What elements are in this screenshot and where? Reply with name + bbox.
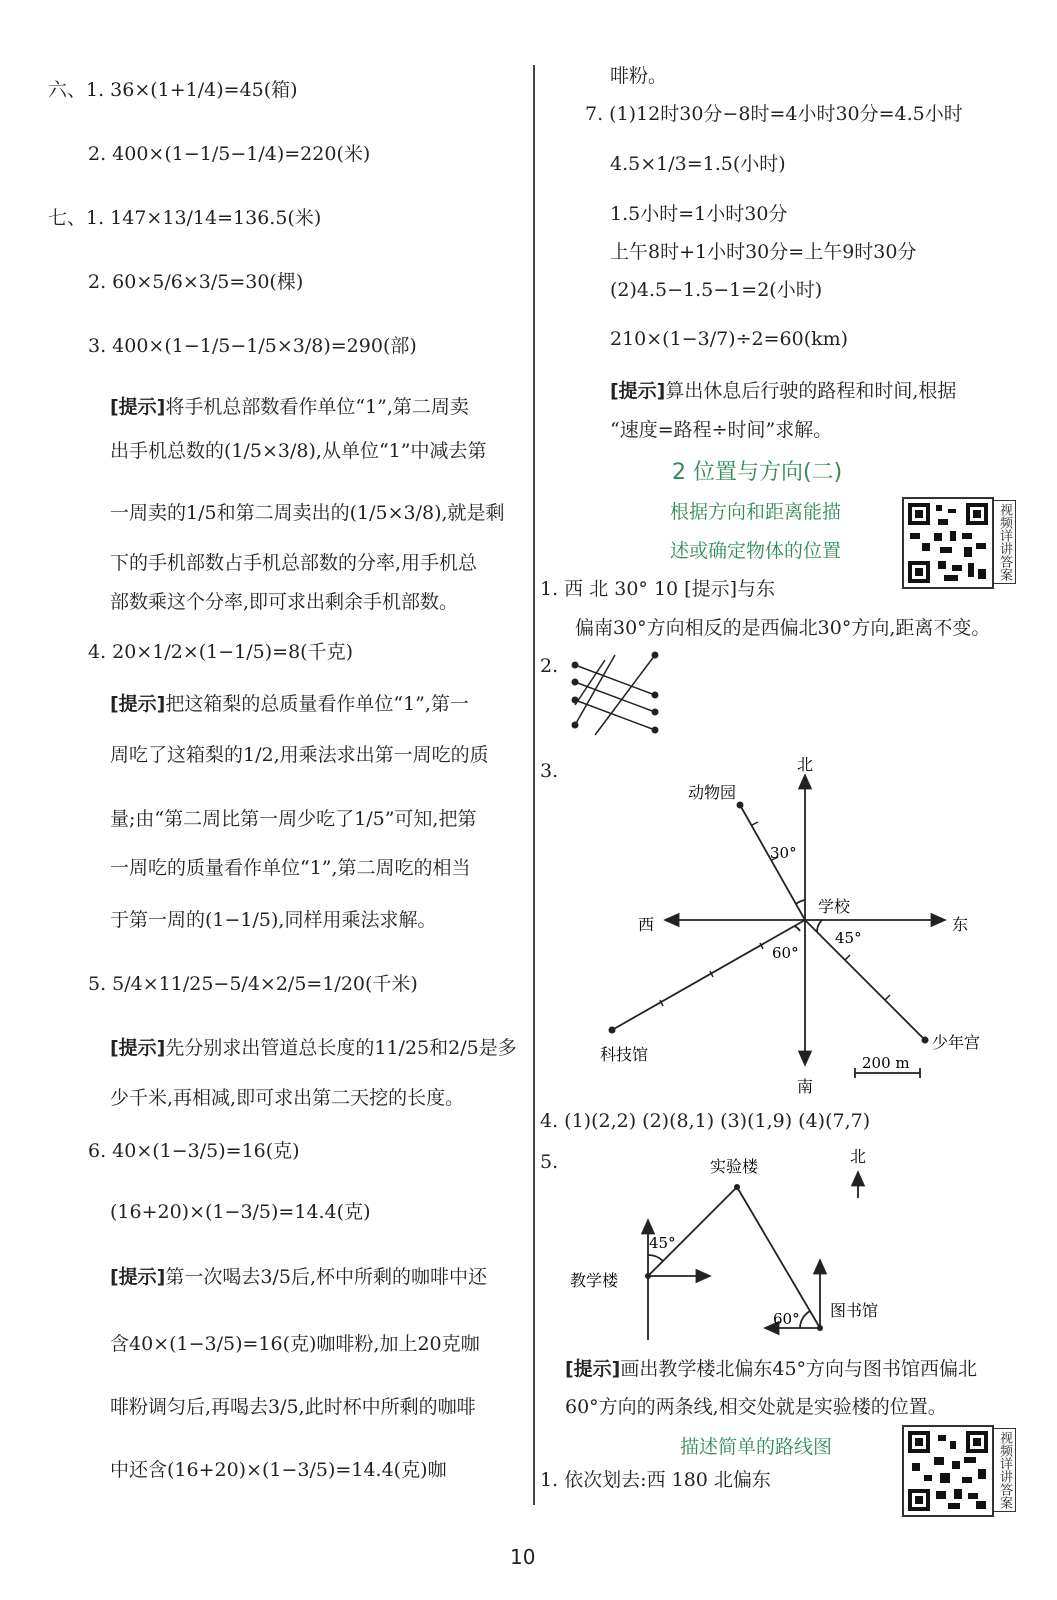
library-label: 图书馆: [830, 1301, 879, 1320]
qr-label-2: 视频详讲答案: [993, 1428, 1016, 1512]
hint-2-5-line2: 60°方向的两条线,相交处就是实验楼的位置。: [565, 1396, 947, 1418]
answer-6-1: 六、1. 36×(1+1/4)=45(箱): [48, 79, 298, 101]
answer-2-5-label: 5.: [540, 1151, 559, 1173]
answer-7-6-line2: (16+20)×(1−3/5)=14.4(克): [110, 1201, 371, 1223]
answer-2-4: 4. (1)(2,2) (2)(8,1) (3)(1,9) (4)(7,7): [540, 1110, 871, 1132]
hint-7-3-line3: 一周卖的1/5和第二周卖出的(1/5×3/8),就是剩: [110, 502, 505, 524]
qr-code-icon[interactable]: [902, 497, 994, 589]
answer-7-7-line3: 1.5小时=1小时30分: [610, 203, 788, 225]
answer-7-7-line6: 210×(1−3/7)÷2=60(km): [610, 328, 849, 350]
answer-7-7-line4: 上午8时+1小时30分=上午9时30分: [610, 241, 917, 263]
north-label: 北: [797, 755, 814, 774]
school-label: 学校: [818, 897, 851, 916]
answer-2-1-line1: 1. 西 北 30° 10 [提示]与东: [540, 578, 776, 600]
answer-7-7-line1: 7. (1)12时30分−8时=4小时30分=4.5小时: [585, 103, 963, 125]
qr-label: 视频详讲答案: [993, 500, 1016, 584]
hint-7-4-line2: 周吃了这箱梨的1/2,用乘法求出第一周吃的质: [110, 744, 489, 766]
hint-7-3-line2: 出手机总数的(1/5×3/8),从单位“1”中减去第: [110, 440, 487, 462]
angle-60-label: 60°: [772, 944, 799, 962]
hint-7-4-line4: 一周吃的质量看作单位“1”,第二周吃的相当: [110, 857, 471, 879]
answer-7-4: 4. 20×1/2×(1−1/5)=8(千克): [88, 641, 354, 663]
teaching-building-label: 教学楼: [570, 1271, 619, 1290]
answer-2-1-line2: 偏南30°方向相反的是西偏北30°方向,距离不变。: [575, 617, 991, 639]
hint-7-4-line5: 于第一周的(1−1/5),同样用乘法求解。: [110, 909, 437, 931]
hint-7-5-line2: 少千米,再相减,即可求出第二天挖的长度。: [110, 1087, 465, 1109]
answer-route-1: 1. 依次划去:西 180 北偏东: [540, 1469, 771, 1491]
south-label: 南: [797, 1077, 814, 1096]
subsection-title-2: 描述简单的路线图: [680, 1436, 833, 1458]
zoo-label: 动物园: [688, 783, 737, 802]
east-label: 东: [952, 915, 969, 934]
qr-code-icon-2[interactable]: [902, 1425, 994, 1517]
section-title: 2 位置与方向(二): [672, 460, 843, 485]
hint-7-3-line4: 下的手机部数占手机总部数的分率,用手机总: [110, 552, 478, 574]
hint-7-7-line2: “速度=路程÷时间”求解。: [610, 419, 833, 441]
location-diagram: [560, 1140, 920, 1345]
answer-6-2: 2. 400×(1−1/5−1/4)=220(米): [88, 143, 371, 165]
tech-museum-label: 科技馆: [600, 1045, 649, 1064]
answer-7-5: 5. 5/4×11/25−5/4×2/5=1/20(千米): [88, 973, 418, 995]
scale-label: 200 m: [862, 1054, 910, 1072]
answer-7-6-line1: 6. 40×(1−3/5)=16(克): [88, 1140, 300, 1162]
hint-7-4-line3: 量;由“第二周比第一周少吃了1/5”可知,把第: [110, 808, 477, 830]
hint-7-3-line1: [提示]将手机总部数看作单位“1”,第二周卖: [110, 396, 469, 418]
hint-2-5-line1: [提示]画出教学楼北偏东45°方向与图书馆西偏北: [565, 1358, 978, 1380]
angle-30-label: 30°: [770, 844, 797, 862]
hint-7-4-line1: [提示]把这箱梨的总质量看作单位“1”,第一: [110, 693, 469, 715]
hint-7-6-line4: 中还含(16+20)×(1−3/5)=14.4(克)咖: [110, 1459, 447, 1481]
youth-palace-label: 少年宫: [932, 1033, 981, 1052]
hint-7-6-line2: 含40×(1−3/5)=16(克)咖啡粉,加上20克咖: [110, 1333, 480, 1355]
lab-building-label: 实验楼: [710, 1157, 759, 1176]
answer-7-6-tail: 啡粉。: [610, 65, 668, 87]
west-label: 西: [638, 915, 655, 934]
hint-7-6-line3: 啡粉调匀后,再喝去3/5,此时杯中所剩的咖啡: [110, 1396, 476, 1418]
column-divider: [533, 65, 535, 1505]
angle-45-label-2: 45°: [649, 1234, 676, 1252]
hint-7-7-line1: [提示]算出休息后行驶的路程和时间,根据: [610, 380, 957, 402]
angle-45-label: 45°: [835, 929, 862, 947]
answer-7-1: 七、1. 147×13/14=136.5(米): [48, 207, 322, 229]
hint-7-3-line5: 部数乘这个分率,即可求出剩余手机部数。: [110, 591, 459, 613]
angle-60-label-2: 60°: [773, 1310, 800, 1328]
subsection-title-1a: 根据方向和距离能描: [670, 501, 842, 523]
north-label-2: 北: [850, 1147, 867, 1166]
answer-7-2: 2. 60×5/6×3/5=30(棵): [88, 271, 304, 293]
answer-2-2-label: 2.: [540, 655, 559, 677]
answer-7-3: 3. 400×(1−1/5−1/5×3/8)=290(部): [88, 335, 417, 357]
answer-7-7-line2: 4.5×1/3=1.5(小时): [610, 153, 786, 175]
compass-diagram: [600, 740, 1020, 1100]
answer-7-7-line5: (2)4.5−1.5−1=2(小时): [610, 279, 823, 301]
answer-2-3-label: 3.: [540, 760, 559, 782]
hint-7-5-line1: [提示]先分别求出管道总长度的11/25和2/5是多: [110, 1037, 517, 1059]
page-number: 10: [510, 1545, 536, 1569]
subsection-title-1b: 述或确定物体的位置: [670, 540, 842, 562]
dot-grid-figure: [565, 650, 665, 740]
hint-7-6-line1: [提示]第一次喝去3/5后,杯中所剩的咖啡中还: [110, 1266, 487, 1288]
